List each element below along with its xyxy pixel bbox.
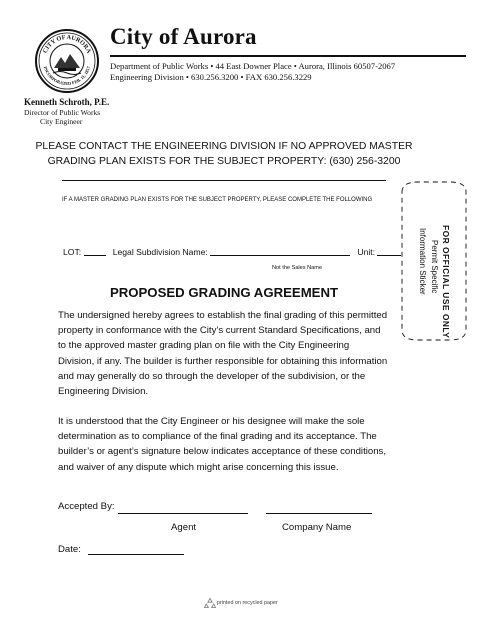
seal-text-top: CITY OF AURORA [41,33,93,55]
city-seal-logo [34,28,100,94]
contact-notice-line2: GRADING PLAN EXISTS FOR THE SUBJECT PROPERTY: (630) 256-3200 [47,156,401,167]
information-sticker-label: Information Sticker [418,228,427,295]
address-line: Department of Public Works • 44 East Downer Place • Aurora, Illinois 60507-2067 [110,61,396,71]
seal-text-bottom: INCORPORATED FEB. 11, 1857 [42,65,92,87]
agreement-paragraph-1: The undersigned hereby agrees to establish the final grading of this permitted property in conformance with the City’s current Standard Specifications, and to the approved master grading plan on file with the City Engineering Division, if any. The builder is further responsible for obtaining this information and may generally do so through the developer of the subdivision, or the Engineering Division. [58,310,388,398]
property-fields-row [63,246,401,257]
company-name-field[interactable] [266,513,372,514]
header-divider [110,55,466,57]
recycled-paper-note: printed on recycled paper [217,600,278,606]
unit-label: Unit: [357,247,376,257]
lot-field[interactable] [84,246,106,256]
company-name-caption: Company Name [282,522,352,533]
agreement-paragraph-2: It is understood that the City Engineer or his designee will make the sole determination as to compliance of the final grading and its acceptance. The builder’s or agent’s signature below indicates acceptance of these conditions, and waiver of any dispute which might arise concerning this issue. [58,416,386,473]
contact-notice-line1: PLEASE CONTACT THE ENGINEERING DIVISION IF NO APPROVED MASTER [35,141,413,152]
accepted-by-label: Accepted By: [58,501,115,512]
date-field[interactable] [88,554,184,555]
agent-caption: Agent [171,522,197,533]
division-contact-line: Engineering Division • 630.256.3200 • FAX 630.256.3229 [110,72,312,82]
engineer-role: City Engineer [40,117,83,126]
lot-label: LOT: [63,247,82,257]
instruction-text: IF A MASTER GRADING PLAN EXISTS FOR THE SUBJECT PROPERTY, PLEASE COMPLETE THE FOLLOWING [62,197,373,203]
engineer-title: Director of Public Works [24,108,101,117]
subdivision-label: Legal Subdivision Name: [112,247,208,257]
agreement-title: PROPOSED GRADING AGREEMENT [109,285,339,300]
city-title: City of Aurora [110,24,257,49]
recycle-icon [204,597,216,609]
agent-signature-field[interactable] [118,513,248,514]
sales-name-note: Not the Sales Name [272,265,323,271]
date-label: Date: [58,544,81,555]
notice-divider [62,180,386,181]
permit-specific-label: Permit Specific [430,240,439,294]
subdivision-name-field[interactable] [210,246,350,256]
engineer-name: Kenneth Schroth, P.E. [24,97,110,107]
official-use-label: FOR OFFICIAL USE ONLY [441,225,451,339]
